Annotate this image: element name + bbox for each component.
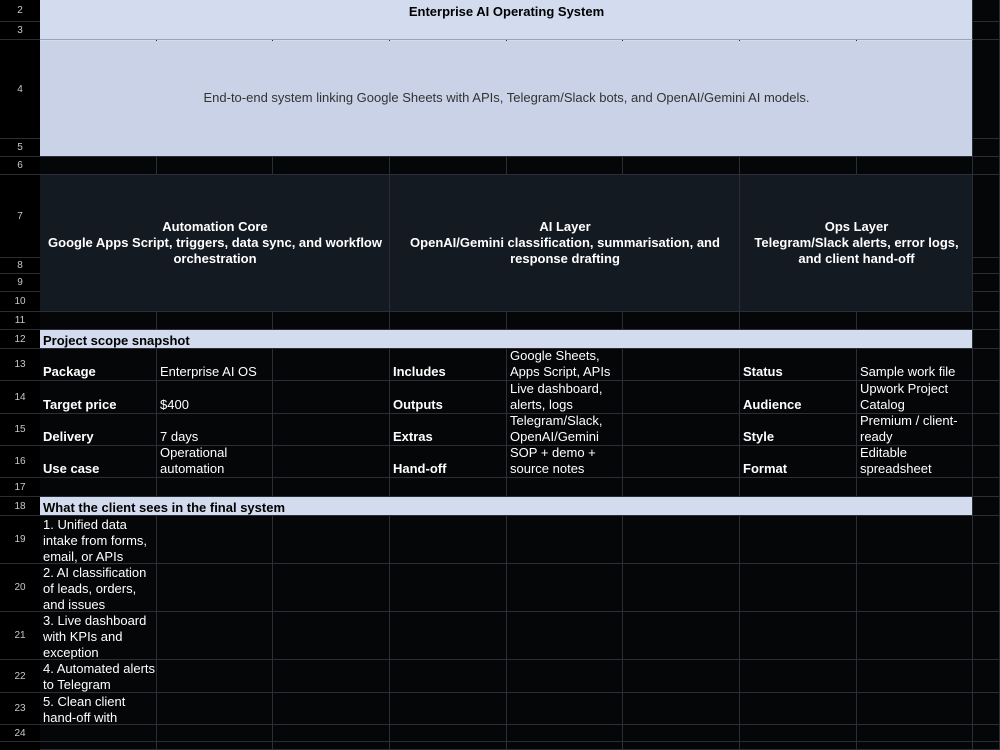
sheet-cell[interactable] <box>390 478 507 497</box>
row-number[interactable]: 17 <box>0 478 40 497</box>
sheet-cell[interactable] <box>973 516 1000 564</box>
row-number[interactable]: 18 <box>0 497 40 516</box>
sheet-cell[interactable] <box>157 660 273 693</box>
sheet-cell[interactable] <box>507 312 623 330</box>
sheet-cell[interactable] <box>273 725 390 742</box>
scope-label-text: Hand-off <box>393 461 447 476</box>
sheet-cell[interactable] <box>973 381 1000 414</box>
sheet-cell[interactable] <box>157 478 273 497</box>
scope-value-text: 7 days <box>160 429 199 444</box>
sheet-cell[interactable] <box>857 693 973 725</box>
sheet-cell[interactable] <box>973 660 1000 693</box>
scope-label <box>393 382 506 413</box>
sheet-cell[interactable] <box>40 157 157 175</box>
sheet-cell[interactable] <box>973 0 1000 22</box>
sheet-cell[interactable] <box>507 157 623 175</box>
sheet-cell[interactable] <box>740 612 857 660</box>
scope-label-text: Format <box>743 461 788 476</box>
scope-value-text: Enterprise AI OS <box>160 364 257 379</box>
sheet-cell[interactable] <box>273 446 390 478</box>
row-number[interactable]: 2 <box>0 0 40 22</box>
sheet-cell[interactable] <box>273 693 390 725</box>
scope-label-text: Outputs <box>393 397 443 412</box>
sheet-cell[interactable] <box>623 381 740 414</box>
scope-value-text: Editable spreadsheet <box>860 447 932 476</box>
sheet-cell[interactable] <box>623 742 740 750</box>
sheet-cell[interactable] <box>973 497 1000 516</box>
scope-value-text: $400 <box>160 397 189 412</box>
sheet-cell[interactable] <box>973 742 1000 750</box>
scope-section-header: Project scope snapshot <box>43 333 190 348</box>
pillar-body: OpenAI/Gemini classification, summarisation, and response drafting <box>410 235 720 266</box>
row-number[interactable]: 8 <box>0 258 40 274</box>
sheet-cell[interactable] <box>740 312 857 330</box>
row-number[interactable]: 13 <box>0 349 40 381</box>
sheet-cell[interactable] <box>857 725 973 742</box>
sheet-cell[interactable] <box>623 516 740 564</box>
sheet-cell[interactable] <box>507 660 623 693</box>
scope-label <box>43 447 156 477</box>
sheet-cell[interactable] <box>740 478 857 497</box>
row-number[interactable]: 11 <box>0 312 40 330</box>
scope-label-text: Style <box>743 429 775 444</box>
row-number[interactable]: 24 <box>0 725 40 742</box>
sheet-cell[interactable] <box>507 612 623 660</box>
scope-label-text: Package <box>43 364 96 379</box>
scope-label-text: Audience <box>743 397 802 412</box>
sheet-cell[interactable] <box>390 312 507 330</box>
sheet-cell[interactable] <box>390 725 507 742</box>
sheet-cell[interactable] <box>973 725 1000 742</box>
sheet-cell[interactable] <box>973 478 1000 497</box>
scope-value-text: Premium / client-ready <box>860 415 958 444</box>
scope-label <box>393 350 506 380</box>
row-number[interactable]: 21 <box>0 612 40 660</box>
sheet-cell[interactable] <box>973 349 1000 381</box>
scope-label-text: Delivery <box>43 429 94 444</box>
sheet-cell[interactable] <box>973 258 1000 274</box>
client-feature-item: 3. Live dashboard with KPIs and exception <box>43 613 147 659</box>
sheet-cell[interactable] <box>507 693 623 725</box>
scope-value-text: Telegram/Slack, OpenAI/Gemini <box>510 415 603 444</box>
scope-value <box>510 350 623 380</box>
row-number[interactable]: 20 <box>0 564 40 612</box>
sheet-cell[interactable] <box>157 612 273 660</box>
sheet-cell[interactable] <box>273 157 390 175</box>
sheet-cell[interactable] <box>973 292 1000 312</box>
scope-value-text: SOP + demo + source notes <box>510 447 596 476</box>
sheet-cell[interactable] <box>623 725 740 742</box>
sheet-cell[interactable] <box>273 612 390 660</box>
scope-value <box>160 350 273 380</box>
pillar-title: Automation Core <box>162 219 268 234</box>
sheet-cell[interactable] <box>273 381 390 414</box>
sheet-cell[interactable] <box>507 478 623 497</box>
row-number[interactable]: 6 <box>0 157 40 175</box>
client-feature-item: 5. Clean client hand-off with <box>43 694 126 724</box>
scope-label-text: Status <box>743 364 783 379</box>
sheet-cell[interactable] <box>40 725 157 742</box>
sheet-cell[interactable] <box>740 725 857 742</box>
sheet-cell[interactable] <box>507 516 623 564</box>
sheet-cell[interactable] <box>623 693 740 725</box>
sheet-cell[interactable] <box>973 612 1000 660</box>
sheet-cell[interactable] <box>273 414 390 446</box>
sheet-cell[interactable] <box>157 693 273 725</box>
scope-value <box>160 415 273 445</box>
sheet-cell[interactable] <box>973 446 1000 478</box>
sheet-cell[interactable] <box>390 516 507 564</box>
row-number[interactable]: 22 <box>0 660 40 693</box>
sheet-cell[interactable] <box>623 660 740 693</box>
sheet-cell[interactable] <box>740 693 857 725</box>
sheet-cell[interactable] <box>857 478 973 497</box>
scope-label-text: Extras <box>393 429 433 444</box>
pillar-title: AI Layer <box>539 219 591 234</box>
sheet-cell[interactable] <box>157 312 273 330</box>
sheet-cell[interactable] <box>273 660 390 693</box>
scope-value <box>160 382 273 413</box>
row-number[interactable]: 3 <box>0 22 40 40</box>
row-number[interactable]: 16 <box>0 446 40 478</box>
sheet-cell[interactable] <box>857 516 973 564</box>
scope-label-text: Use case <box>43 461 100 476</box>
sheet-cell[interactable] <box>857 312 973 330</box>
sheet-cell[interactable] <box>157 157 273 175</box>
sheet-cell[interactable] <box>973 274 1000 292</box>
scope-value <box>510 382 623 413</box>
row-number[interactable]: 14 <box>0 381 40 414</box>
scope-label <box>43 415 156 445</box>
sheet-cell[interactable] <box>273 516 390 564</box>
scope-value-text: Live dashboard, alerts, logs <box>510 382 603 412</box>
scope-label <box>393 447 506 477</box>
scope-value <box>860 382 973 413</box>
sheet-cell[interactable] <box>623 349 740 381</box>
scope-label <box>43 382 156 413</box>
scope-value-text: Google Sheets, Apps Script, APIs <box>510 350 611 379</box>
row-number[interactable]: 23 <box>0 693 40 725</box>
scope-value-text: Sample work file <box>860 364 956 379</box>
scope-value <box>160 447 273 477</box>
scope-value <box>510 415 623 445</box>
sheet-cell[interactable] <box>623 414 740 446</box>
pillar-body: Google Apps Script, triggers, data sync, and workflow orchestration <box>48 235 382 266</box>
row-number[interactable]: 19 <box>0 516 40 564</box>
scope-label <box>743 350 856 380</box>
sheet-cell[interactable] <box>973 175 1000 258</box>
sheet-cell[interactable] <box>973 40 1000 139</box>
scope-value <box>860 415 973 445</box>
sheet-cell[interactable] <box>157 516 273 564</box>
sheet-cell[interactable] <box>623 478 740 497</box>
page-title: Enterprise AI Operating System <box>408 4 605 19</box>
sheet-cell[interactable] <box>390 660 507 693</box>
client-feature-item: 4. Automated alerts to Telegram <box>43 661 155 692</box>
sheet-cell[interactable] <box>390 157 507 175</box>
sheet-cell[interactable] <box>857 564 973 612</box>
scope-label-text: Includes <box>393 364 446 379</box>
sheet-cell[interactable] <box>857 157 973 175</box>
sheet-cell[interactable] <box>390 612 507 660</box>
sheet-cell[interactable] <box>740 564 857 612</box>
sheet-cell[interactable] <box>390 742 507 750</box>
sheet-cell[interactable] <box>973 693 1000 725</box>
row-number[interactable]: 4 <box>0 40 40 139</box>
sheet-cell[interactable] <box>740 742 857 750</box>
scope-label <box>743 447 856 477</box>
sheet-cell[interactable] <box>973 312 1000 330</box>
row-number[interactable]: 5 <box>0 139 40 157</box>
sheet-cell[interactable] <box>740 157 857 175</box>
sheet-cell[interactable] <box>157 725 273 742</box>
client-feature-item: 1. Unified data intake from forms, email, or APIs <box>43 517 148 563</box>
sheet-cell[interactable] <box>973 139 1000 157</box>
sheet-cell[interactable] <box>40 312 157 330</box>
row-number[interactable]: 9 <box>0 274 40 292</box>
scope-label-text: Target price <box>43 397 117 412</box>
sheet-cell[interactable] <box>740 660 857 693</box>
sheet-cell[interactable] <box>857 660 973 693</box>
sheet-cell[interactable] <box>157 564 273 612</box>
sheet-cell[interactable] <box>973 22 1000 40</box>
sheet-cell[interactable] <box>273 742 390 750</box>
row-number[interactable]: 12 <box>0 330 40 349</box>
sheet-cell[interactable] <box>857 742 973 750</box>
pillar-title: Ops Layer <box>824 219 889 234</box>
sheet-cell[interactable] <box>507 742 623 750</box>
sheet-cell[interactable] <box>623 312 740 330</box>
row-number[interactable]: 10 <box>0 292 40 312</box>
sheet-cell[interactable] <box>40 742 157 750</box>
sheet-cell[interactable] <box>390 564 507 612</box>
sheet-cell[interactable] <box>40 478 157 497</box>
sheet-cell[interactable] <box>973 157 1000 175</box>
scope-label <box>393 415 506 445</box>
project-description: End-to-end system linking Google Sheets with APIs, Telegram/Slack bots, and OpenAI/Gemini AI models. <box>203 90 810 105</box>
sheet-cell[interactable] <box>623 157 740 175</box>
sheet-cell[interactable] <box>157 742 273 750</box>
sheet-cell[interactable] <box>973 564 1000 612</box>
sheet-cell[interactable] <box>623 446 740 478</box>
sheet-cell[interactable] <box>507 564 623 612</box>
row-number[interactable]: 7 <box>0 175 40 258</box>
sheet-cell[interactable] <box>973 414 1000 446</box>
sheet-cell[interactable] <box>623 612 740 660</box>
scope-value-text: Upwork Project Catalog <box>860 382 949 412</box>
client-feature-item: 2. AI classification of leads, orders, and issues <box>43 565 147 611</box>
scope-value <box>860 350 973 380</box>
sheet-cell[interactable] <box>273 312 390 330</box>
sheet-cell[interactable] <box>273 564 390 612</box>
sheet-cell[interactable] <box>857 612 973 660</box>
sheet-cell[interactable] <box>740 516 857 564</box>
scope-value <box>510 447 623 477</box>
scope-value-text: Operational automation <box>160 447 228 476</box>
sheet-cell[interactable] <box>273 349 390 381</box>
sheet-cell[interactable] <box>273 478 390 497</box>
pillar-body: Telegram/Slack alerts, error logs, and client hand-off <box>754 235 959 266</box>
sheet-cell[interactable] <box>507 725 623 742</box>
scope-label <box>743 415 856 445</box>
row-number[interactable]: 15 <box>0 414 40 446</box>
scope-label <box>743 382 856 413</box>
sheet-cell[interactable] <box>623 564 740 612</box>
scope-label <box>43 350 156 380</box>
client-section-header: What the client sees in the final system <box>43 500 286 515</box>
sheet-cell[interactable] <box>973 330 1000 349</box>
scope-value <box>860 447 973 477</box>
sheet-cell[interactable] <box>390 693 507 725</box>
